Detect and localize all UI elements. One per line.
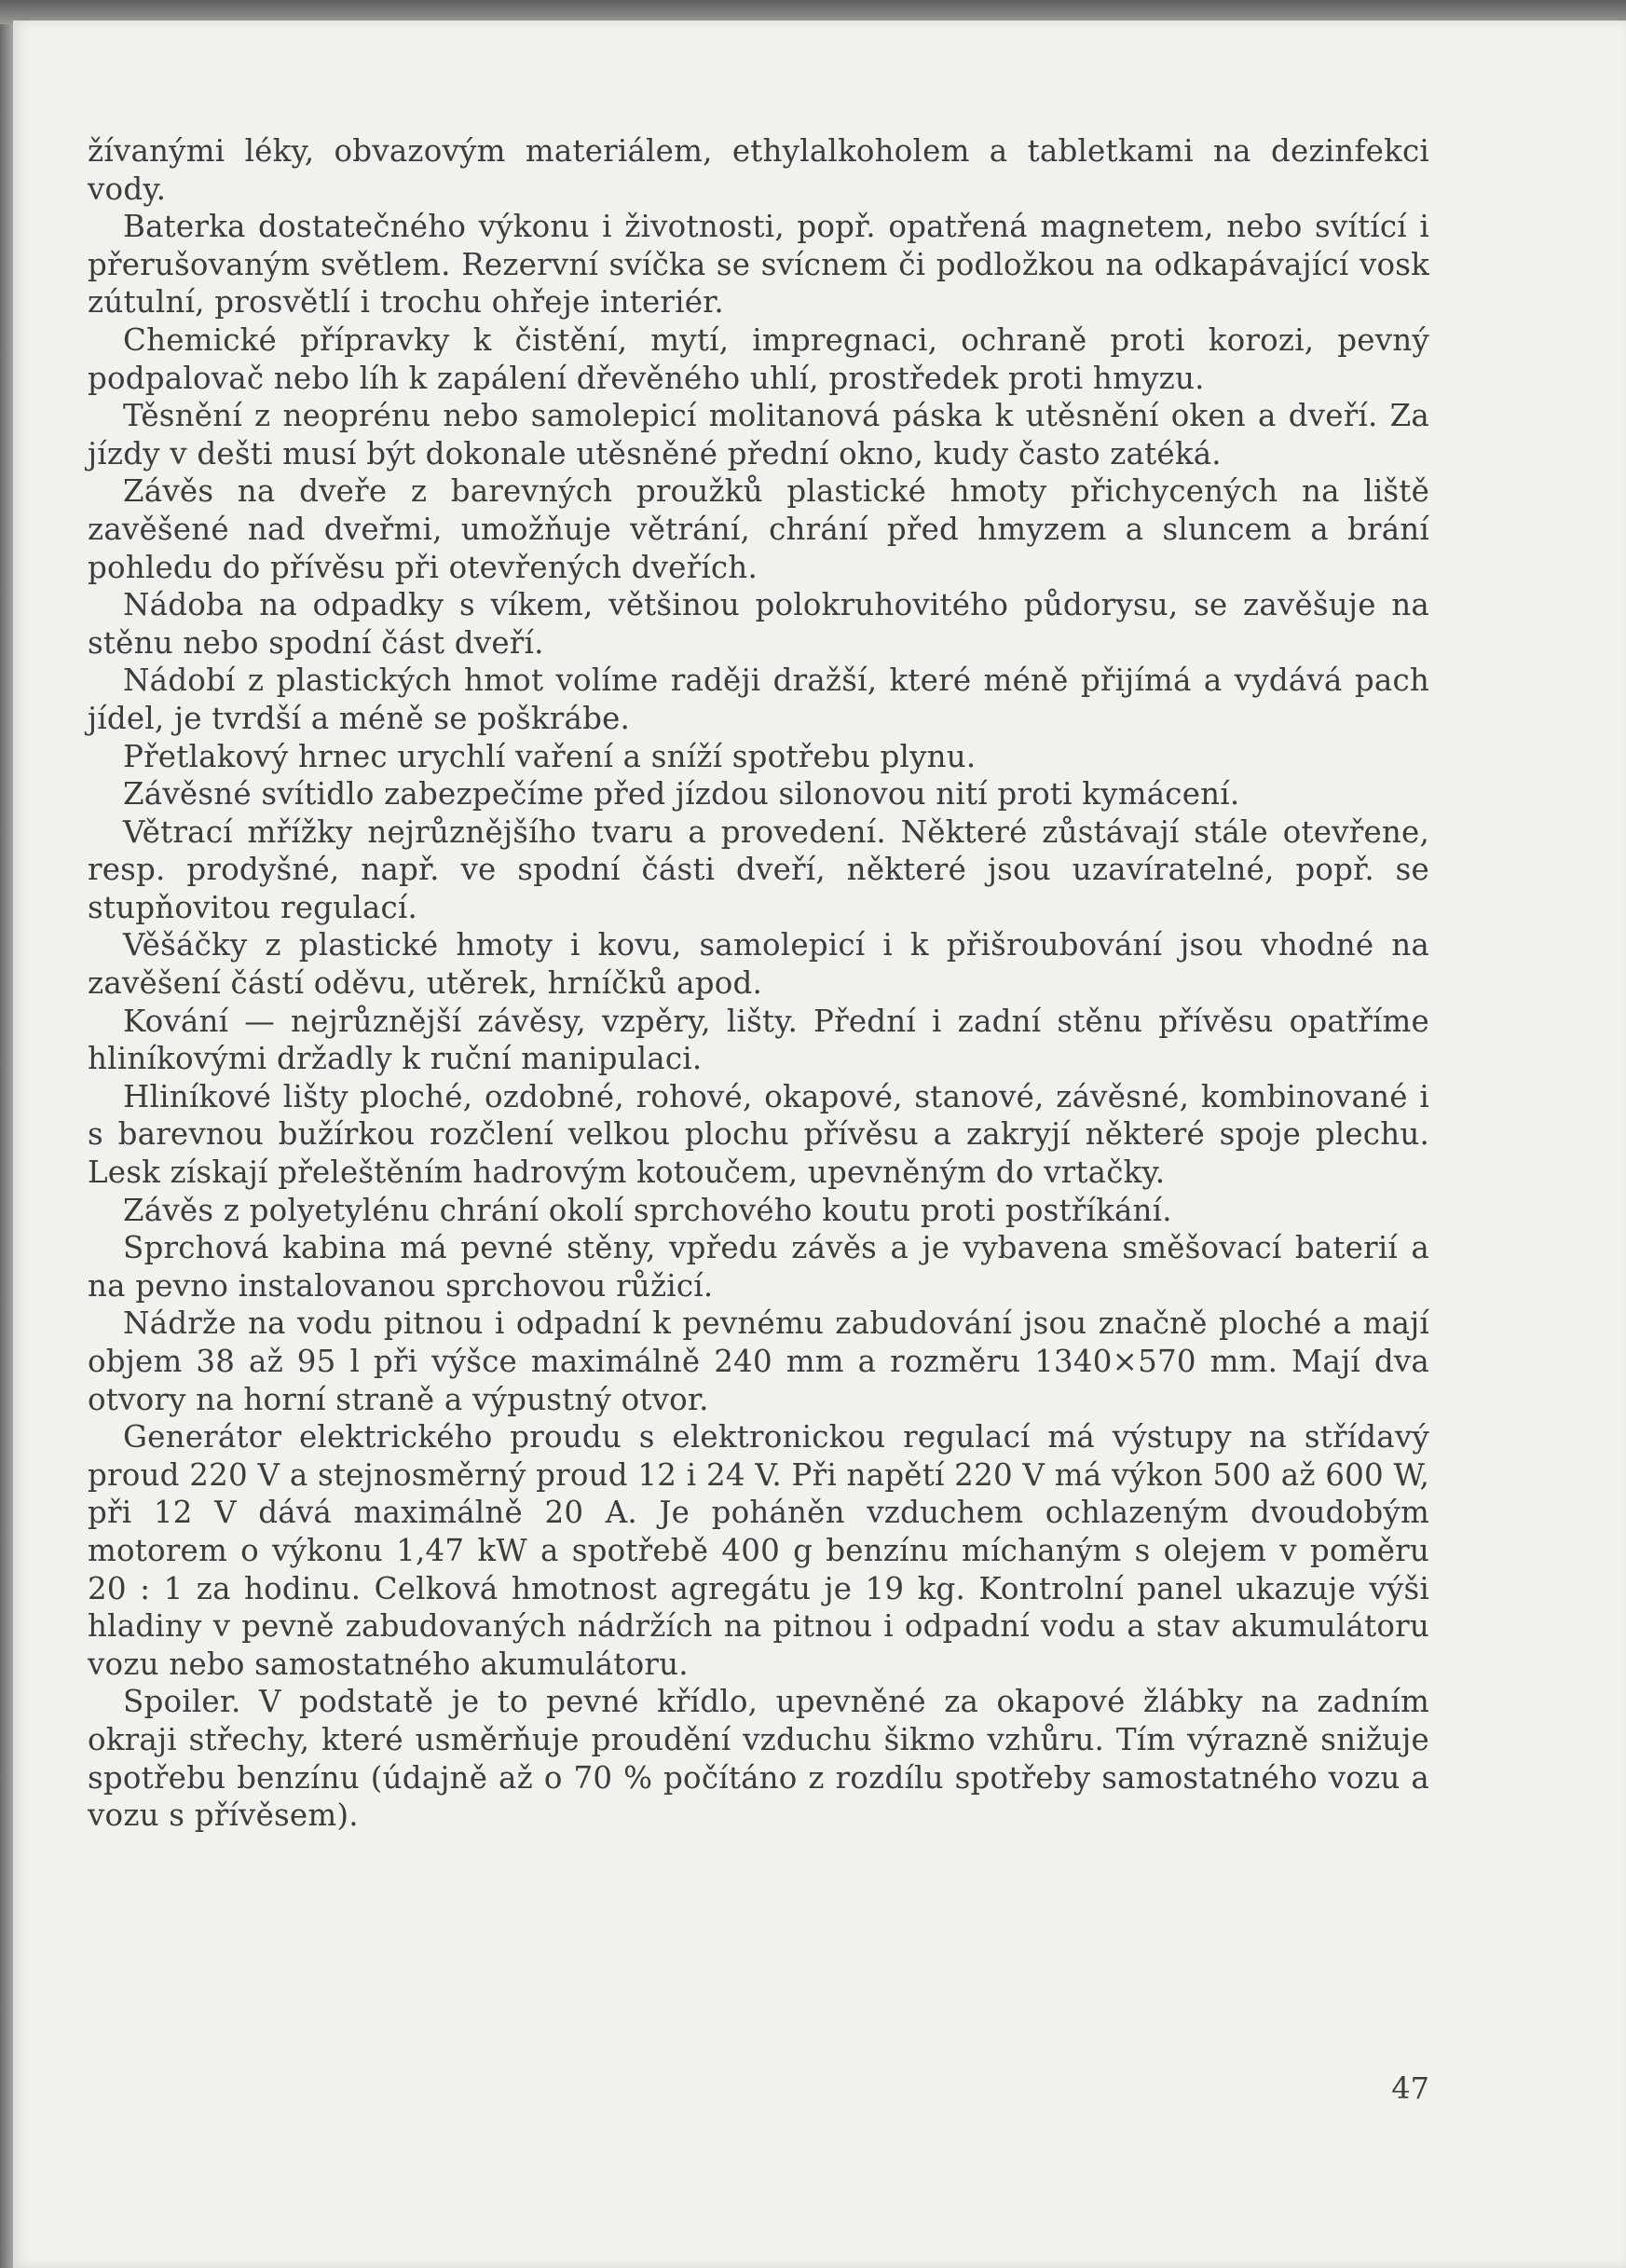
paragraph-shower-cabin: Sprchová kabina má pevné stěny, vpředu závěs a je vybavena směšovací baterií a na pevno instalovanou sprchovou růžicí. — [88, 1230, 1429, 1304]
paragraph-dishes: Nádobí z plastických hmot volíme raději dražší, které méně přijímá a vydává pach jídel, je tvrdší a méně se poškrábe. — [88, 663, 1429, 736]
book-page — [13, 20, 1626, 2268]
paragraph-door-curtain: Závěs na dveře z barevných proužků plastické hmoty přichycených na liště zavěšené nad dveřmi, umožňuje větrání, chrání před hmyzem a sluncem a brání pohledu do přívěsu při otevřených dveřích. — [88, 473, 1429, 585]
paragraph-hanging-lamp: Závěsné svítidlo zabezpečíme před jízdou silonovou nití proti kymácení. — [123, 776, 1240, 813]
paragraph-generator: Generátor elektrického proudu s elektronickou regulací má výstupy na střídavý proud 220 V a stejnosměrný proud 12 i 24 V. Při napětí 220 V má výkon 500 až 600 W, při 12 V dává maximálně 20 A. Je poháněn vzduchem ochlazeným dvoudobým motorem o výkonu 1,47 kW a spotřebě 400 g benzínu míchaným s olejem v poměru 20 : 1 za hodinu. Celková hmotnost agregátu je 19 kg. Kontrolní panel ukazuje výši hladiny v pevně zabudovaných nádržích na pitnou i odpadní vodu a stav akumulátoru vozu nebo samostatného akumulátoru. — [88, 1419, 1429, 1682]
paragraph-pressure-cooker: Přetlakový hrnec urychlí vaření a sníží spotřebu plynu. — [123, 738, 977, 774]
paragraph-first-aid-continued: žívanými léky, obvazovým materiálem, ethylalkoholem a tabletkami na dezinfekci vody. — [88, 133, 1429, 207]
paragraph-flashlight: Baterka dostatečného výkonu i životnosti, popř. opatřená magnetem, nebo svítící i přerušovaným světlem. Rezervní svíčka se svícnem či podložkou na odkapávající vosk zútulní, prosvětlí i trochu ohřeje interiér. — [88, 209, 1429, 321]
paragraph-shower-curtain: Závěs z polyetylénu chrání okolí sprchového koutu proti postříkání. — [123, 1192, 1172, 1228]
paragraph-vents: Větrací mřížky nejrůznějšího tvaru a provedení. Některé zůstávají stále otevřene, resp. prodyšné, např. ve spodní části dveří, některé jsou uzavíratelné, popř. se stupňovitou regulací. — [88, 813, 1429, 925]
paragraph-hooks: Věšáčky z plastické hmoty i kovu, samolepicí i k přišroubování jsou vhodné na zavěšení částí oděvu, utěrek, hrníčků apod. — [88, 927, 1429, 1002]
paragraph-fittings: Kování — nejrůznější závěsy, vzpěry, lišty. Přední i zadní stěnu přívěsu opatříme hliníkovými držadly k ruční manipulaci. — [88, 1003, 1429, 1077]
paragraph-sealing: Těsnění z neoprénu nebo samolepicí molitanová páska k utěsnění oken a dveří. Za jízdy v dešti musí být dokonale utěsněné přední okno, kudy často zatéká. — [88, 398, 1429, 471]
paragraph-waste-bin: Nádoba na odpadky s víkem, většinou polokruhovitého půdorysu, se zavěšuje na stěnu nebo spodní část dveří. — [88, 587, 1429, 661]
paragraph-chemicals: Chemické přípravky k čistění, mytí, impregnaci, ochraně proti korozi, pevný podpalovač nebo líh k zapálení dřevěného uhlí, prostředek proti hmyzu. — [88, 321, 1429, 396]
paragraph-water-tanks: Nádrže na vodu pitnou i odpadní k pevnému zabudování jsou značně ploché a mají objem 38 až 95 l při výšce maximálně 240 mm a rozměru 1340×570 mm. Mají dva otvory na horní straně a výpustný otvor. — [88, 1305, 1429, 1417]
body-text — [88, 132, 1429, 1835]
paragraph-aluminium-strips: Hliníkové lišty ploché, ozdobné, rohové, okapové, stanové, závěsné, kombinované i s barevnou bužírkou rozčlení velkou plochu přívěsu a zakryjí některé spoje plechu. Lesk získají přeleštěním hadrovým kotoučem, upevněným do vrtačky. — [88, 1078, 1429, 1191]
page-number: 47 — [1391, 2070, 1429, 2106]
paragraph-spoiler: Spoiler. V podstatě je to pevné křídlo, upevněné za okapové žlábky na zadním okraji střechy, které usměrňuje proudění vzduchu šikmo vzhůru. Tím výrazně snižuje spotřebu benzínu (údajně až o 70 % počítáno z rozdílu spotřeby samostatného vozu a vozu s přívěsem). — [88, 1684, 1429, 1834]
